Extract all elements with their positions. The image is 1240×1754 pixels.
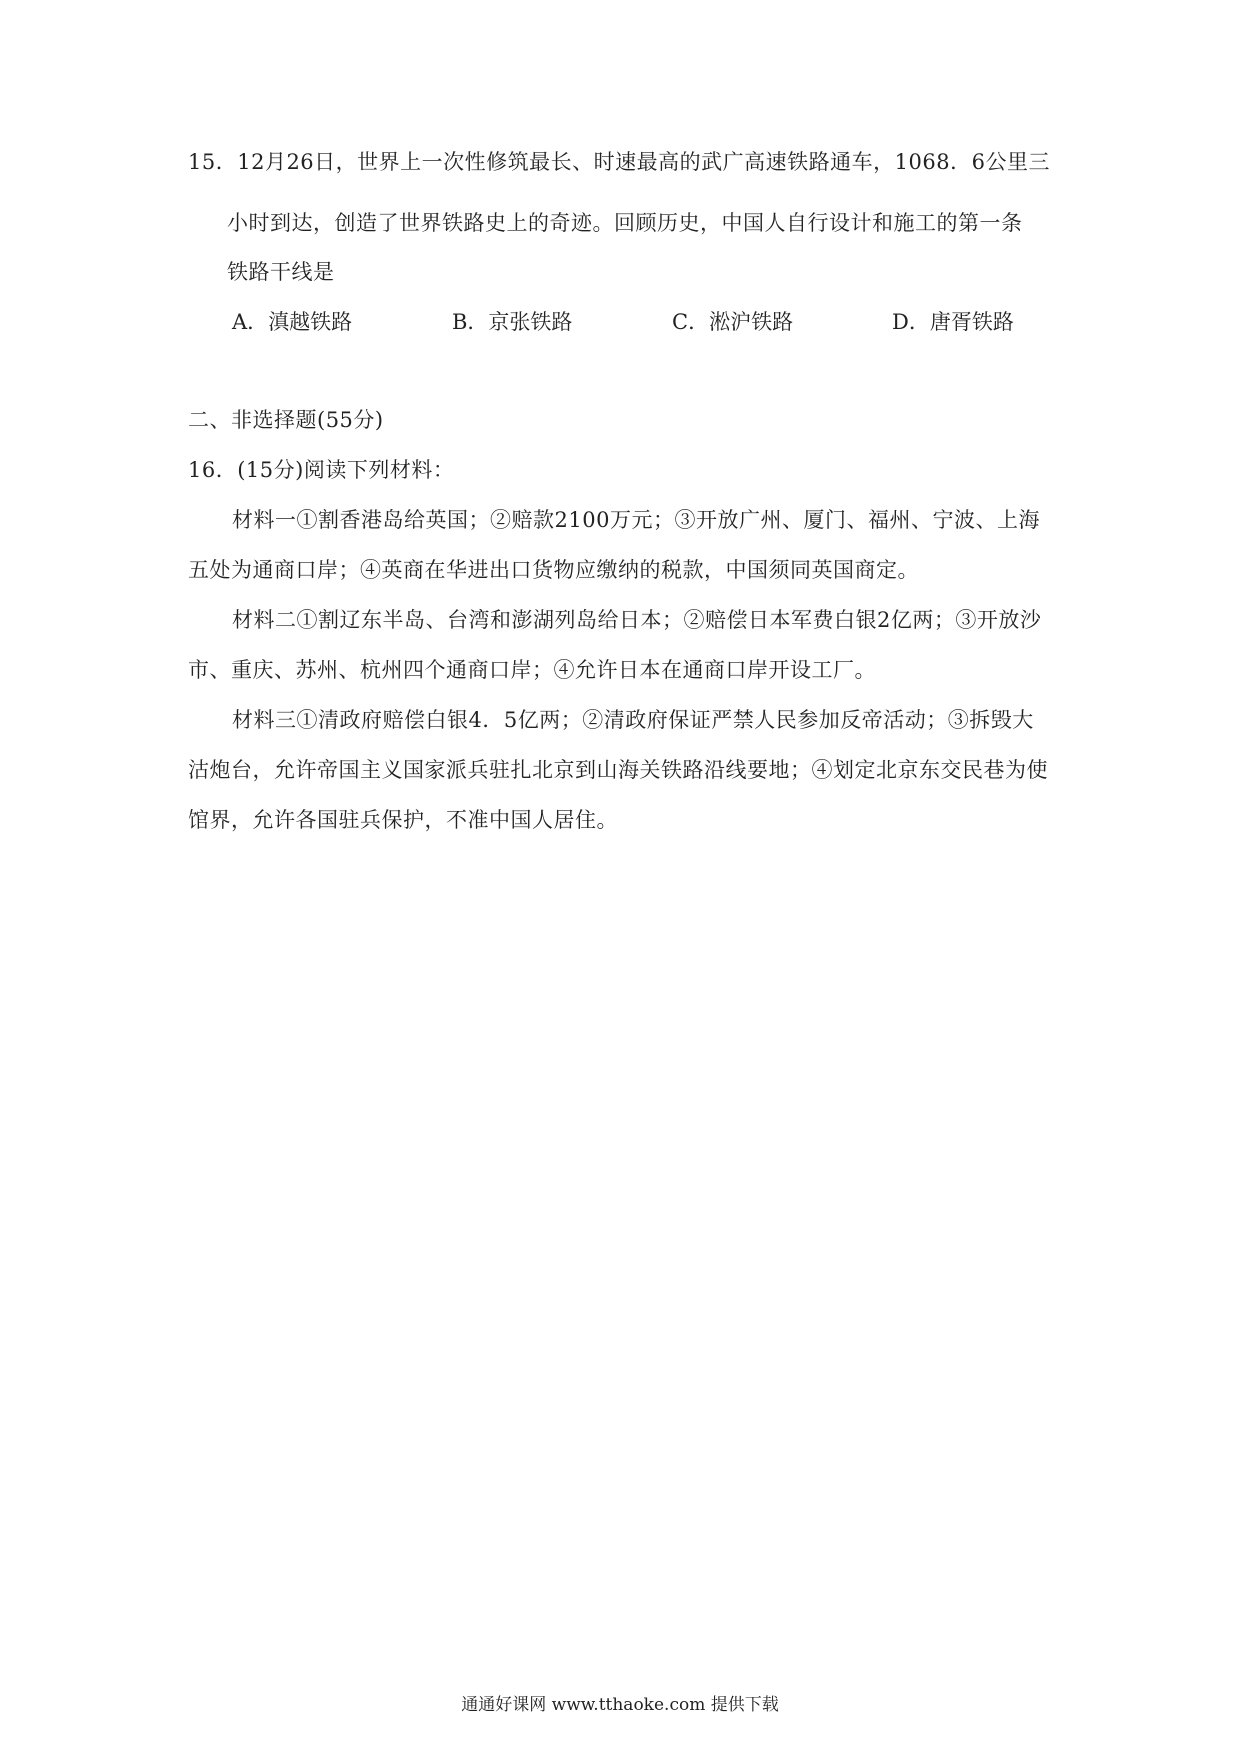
material-3-line-3: 馆界，允许各国驻兵保护，不准中国人居住。 [188, 808, 618, 832]
q16-intro: 16．(15分)阅读下列材料： [188, 458, 455, 482]
material-2-line-1: 材料二①割辽东半岛、台湾和澎湖列岛给日本；②赔偿日本军费白银2亿两；③开放沙 [232, 608, 1042, 632]
q15-line-1: 15．12月26日，世界上一次性修筑最长、时速最高的武广高速铁路通车，1068．6公里三 [188, 150, 1050, 174]
page-footer: 通通好课网 www.tthaoke.com 提供下载 [461, 1695, 779, 1715]
q15-line-2: 小时到达，创造了世界铁路史上的奇迹。回顾历史，中国人自行设计和施工的第一条 [227, 211, 1023, 235]
q15-option-a: A．滇越铁路 [232, 310, 353, 334]
material-3-line-2: 沽炮台，允许帝国主义国家派兵驻扎北京到山海关铁路沿线要地；④划定北京东交民巷为使 [188, 758, 1048, 782]
q15-option-d: D．唐胥铁路 [892, 310, 1014, 334]
material-1-line-1: 材料一①割香港岛给英国；②赔款2100万元；③开放广州、厦门、福州、宁波、上海 [232, 508, 1040, 532]
material-1-line-2: 五处为通商口岸；④英商在华进出口货物应缴纳的税款，中国须同英国商定。 [188, 558, 919, 582]
section-2-heading: 二、非选择题(55分) [188, 408, 384, 432]
material-2-line-2: 市、重庆、苏州、杭州四个通商口岸；④允许日本在通商口岸开设工厂。 [188, 658, 876, 682]
material-3-line-1: 材料三①清政府赔偿白银4．5亿两；②清政府保证严禁人民参加反帝活动；③拆毁大 [232, 708, 1034, 732]
q15-option-b: B．京张铁路 [452, 310, 573, 334]
q15-line-3: 铁路干线是 [227, 260, 335, 284]
q15-option-c: C．淞沪铁路 [672, 310, 794, 334]
